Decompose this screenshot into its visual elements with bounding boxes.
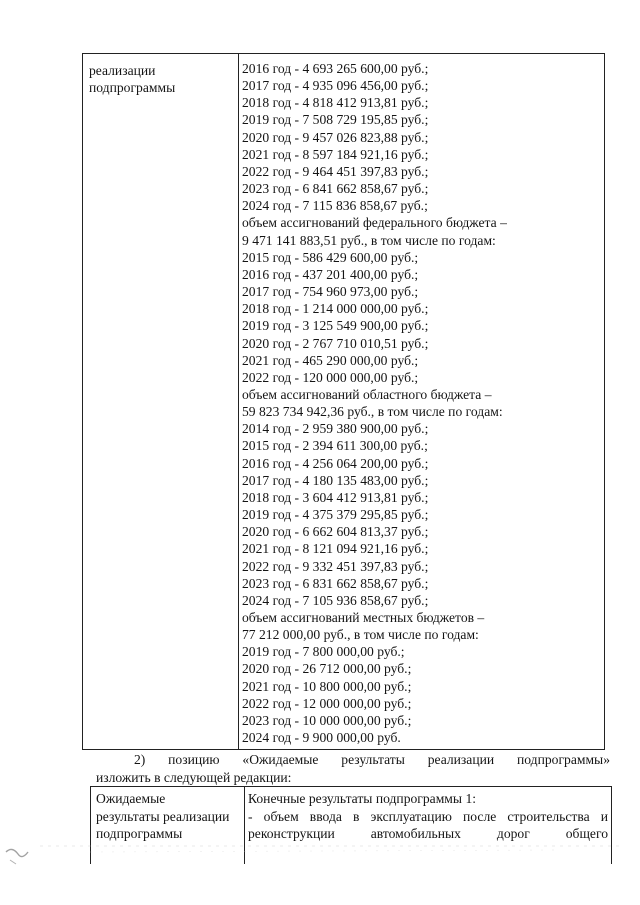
value-line: 2024 год - 7 105 936 858,67 руб.; [242,592,429,608]
value-line: 2023 год - 6 841 662 858,67 руб.; [242,181,429,197]
value-line: объем ассигнований областного бюджета – [242,386,492,402]
value-line: 2020 год - 26 712 000,00 руб.; [242,661,412,677]
table1-label-cell [89,62,235,96]
table2-value-cell [248,790,608,843]
value-line: 2020 год - 9 457 026 823,88 руб.; [242,129,429,145]
value-line: объем ассигнований федерального бюджета – [242,215,507,231]
value-line: 77 212 000,00 руб., в том числе по годам: [242,627,479,643]
value-line: 2022 год - 120 000 000,00 руб.; [242,369,419,385]
value-line: 2021 год - 465 290 000,00 руб.; [242,352,419,368]
value-line: 2018 год - 3 604 412 913,81 руб.; [242,489,429,505]
value-line: 2016 год - 4 693 265 600,00 руб.; [242,61,429,76]
value-line: 2019 год - 4 375 379 295,85 руб.; [242,507,429,523]
paragraph-line: 2) позицию «Ожидаемые результаты реализации подпрограммы» [134,752,610,767]
label-line: результаты реализации [96,808,230,824]
funding-table [82,53,605,750]
value-line: 2020 год - 6 662 604 813,37 руб.; [242,524,429,540]
table1-value-cell [242,60,602,746]
value-line: 2019 год - 7 508 729 195,85 руб.; [242,112,429,128]
value-line: 2022 год - 9 332 451 397,83 руб.; [242,558,429,574]
value-line: 2017 год - 754 960 973,00 руб.; [242,284,419,300]
value-line: 2018 год - 4 818 412 913,81 руб.; [242,95,429,111]
value-line: 2016 год - 4 256 064 200,00 руб.; [242,455,429,471]
value-line: 2017 год - 4 935 096 456,00 руб.; [242,78,429,94]
value-line: 2017 год - 4 180 135 483,00 руб.; [242,472,429,488]
value-line: 2019 год - 7 800 000,00 руб.; [242,644,405,660]
label-line: подпрограммы [96,826,183,841]
value-line: 2019 год - 3 125 549 900,00 руб.; [242,318,429,334]
value-line: 2022 год - 9 464 451 397,83 руб.; [242,163,429,179]
value-line: 2020 год - 2 767 710 010,51 руб.; [242,335,429,351]
value-line: 2021 год - 8 597 184 921,16 руб.; [242,146,429,162]
paragraph-line: изложить в следующей редакции: [96,770,292,785]
value-line: - объем ввода в эксплуатацию после строительства и [248,808,608,824]
value-line: реконструкции автомобильных дорог общего [248,826,608,841]
value-line: 2024 год - 9 900 000,00 руб. [242,730,401,746]
value-line: 2021 год - 8 121 094 921,16 руб.; [242,541,429,557]
label-line: реализации [89,63,156,78]
value-line: 2015 год - 586 429 600,00 руб.; [242,249,419,265]
value-line: 2015 год - 2 394 611 300,00 руб.; [242,438,428,454]
value-line: 2016 год - 437 201 400,00 руб.; [242,266,419,282]
value-line: объем ассигнований местных бюджетов – [242,610,485,625]
value-line: 2022 год - 12 000 000,00 руб.; [242,695,412,711]
label-line: Ожидаемые [96,791,166,806]
scan-artifact [0,838,640,868]
value-line: 2024 год - 7 115 836 858,67 руб.; [242,198,428,214]
label-line: подпрограммы [89,80,176,96]
value-line: Конечные результаты подпрограммы 1: [248,791,477,806]
value-line: 2018 год - 1 214 000 000,00 руб.; [242,301,429,317]
value-line: 9 471 141 883,51 руб., в том числе по годам: [242,232,496,248]
amendment-paragraph [96,751,610,787]
column-divider [238,54,239,749]
value-line: 2021 год - 10 800 000,00 руб.; [242,678,412,694]
value-line: 2014 год - 2 959 380 900,00 руб.; [242,421,429,437]
value-line: 59 823 734 942,36 руб., в том числе по годам: [242,404,503,420]
value-line: 2023 год - 10 000 000,00 руб.; [242,712,412,728]
table2-label-cell [96,790,242,843]
value-line: 2023 год - 6 831 662 858,67 руб.; [242,575,429,591]
